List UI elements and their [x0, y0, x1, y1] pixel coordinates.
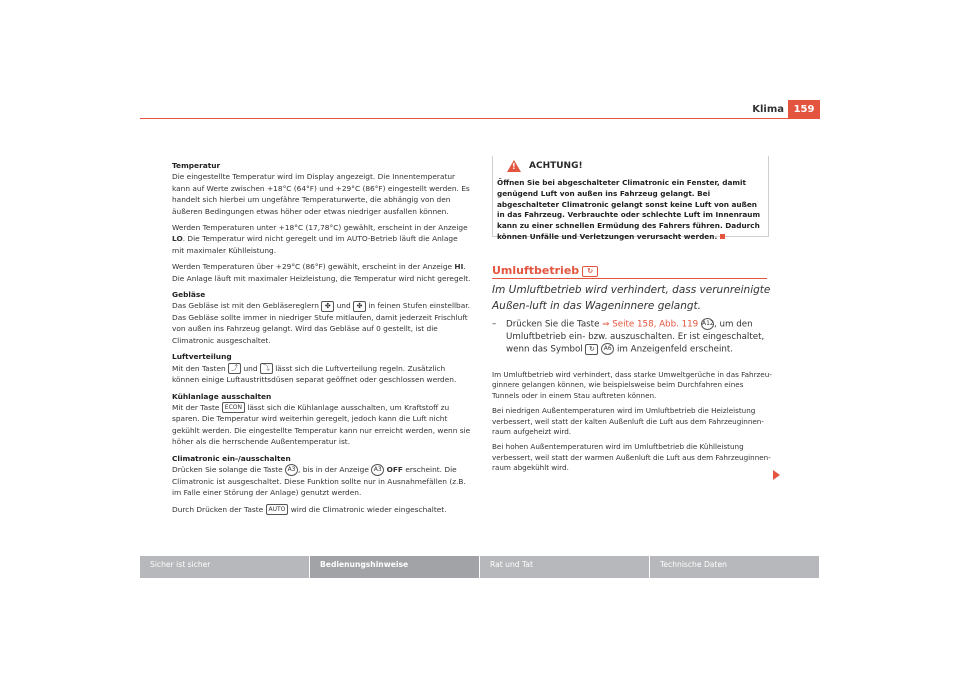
- paragraph: Mit den Tasten ⤴ und ⤵ lässt sich die Luftverteilung regeln. Zusätzlich können einige Luftaustrittsdüsen separat geöffnet oder geschlossen werden.: [172, 363, 457, 385]
- page-reference-link[interactable]: ⇒ Seite 158, Abb. 119: [602, 319, 699, 330]
- air-distribution-up-icon: ⤴: [228, 363, 241, 374]
- paragraph: Durch Drücken der Taste AUTO wird die Climatronic wieder eingeschaltet.: [172, 504, 447, 514]
- paragraph: Die eingestellte Temperatur wird im Display angezeigt. Die Innentemperatur kann auf Werte zwischen +18°C (64°F) und +29°C (86°F) eingestellt werden. Es handelt sich hierbei um ungefähre Temperaturwerte, die abhängig von den äußeren Bedingungen etwas höher oder etwas niedriger ausfallen können.: [172, 172, 470, 216]
- footer-nav: [140, 556, 820, 578]
- instruction-step: – Drücken Sie die Taste ⇒ Seite 158, Abb. 119 A12, um den Umluftbetrieb ein- bzw. auszuschalten. Er ist eingeschaltet, wenn das Symbol ↻ A6 im Anzeigenfeld erscheint.: [492, 319, 765, 355]
- footer-tab[interactable]: Rat und Tat: [480, 556, 649, 578]
- footer-tab[interactable]: Technische Daten: [650, 556, 819, 578]
- heading-luftverteilung: Luftverteilung: [172, 352, 232, 362]
- section-heading: Umluftbetrieb ↻: [492, 264, 767, 279]
- callout-badge: A12: [701, 318, 714, 330]
- heading-kuehlanlage: Kühlanlage ausschalten: [172, 391, 272, 401]
- page-title: Klima: [752, 104, 784, 115]
- warning-box: [492, 156, 769, 241]
- callout-badge: A3: [285, 464, 298, 476]
- footer-tab[interactable]: Sicher ist sicher: [140, 556, 309, 578]
- heading-geblaese: Gebläse: [172, 290, 206, 300]
- paragraph: Bei hohen Außentemperaturen wird im Umluftbetrieb die Kühlleistung verbessert, weil statt der warmen Außenluft die Luft aus dem Fahrzeuginnen-raum abgekühlt wird.: [492, 442, 771, 473]
- paragraph: Das Gebläse ist mit den Gebläsereglern ✤ und ✤ in feinen Stufen einstellbar. Das Gebläse sollte immer in niedriger Stufe mitlaufen, damit jederzeit Frischluft von außen ins Fahrzeug gelangt. Wird das Gebläse auf 0 gestellt, ist die Climatronic ausgeschaltet.: [172, 301, 470, 345]
- recirculation-symbol-icon: ↻: [585, 344, 598, 355]
- page-number: 159: [788, 100, 820, 119]
- fan-up-icon: ✤: [353, 301, 366, 312]
- footer-tab-active[interactable]: Bedienungshinweise: [310, 556, 479, 578]
- lead-text: Im Umluftbetrieb wird verhindert, dass verunreinigte Außen-luft in das Wageninnere gelangt.: [492, 284, 771, 312]
- paragraph: Drücken Sie solange die Taste A3 , bis in der Anzeige A3 OFF erscheint. Die Climatronic ist ausgeschaltet. Diese Funktion sollte nur in Ausnahmefällen (z.B. im Falle einer Störung der Anlage) genutzt werden.: [172, 465, 466, 498]
- paragraph: Werden Temperaturen unter +18°C (17,78°C) gewählt, erscheint in der Anzeige LO. Die Temperatur wird nicht geregelt und im AUTO-Betrieb läuft die Anlage mit maximaler Kühlleistung.: [172, 223, 468, 255]
- paragraph: Bei niedrigen Außentemperaturen wird im Umluftbetrieb die Heizleistung verbessert, weil statt der kalten Außenluft die Luft aus dem Fahrzeuginnen-raum aufgeheizt wird.: [492, 406, 764, 437]
- recirculation-icon: ↻: [582, 266, 598, 277]
- paragraph: Mit der Taste ECON lässt sich die Kühlanlage ausschalten, um Kraftstoff zu sparen. Die Temperatur wird weiterhin geregelt, jedoch kann die Luft nicht gekühlt werden. Die eingestellte Temperatur kann nur erreicht werden, wenn sie höher als die herrschende Außentemperatur ist.: [172, 402, 471, 447]
- continue-arrow-icon: [773, 470, 780, 480]
- warning-icon: !: [507, 160, 521, 172]
- air-distribution-down-icon: ⤵: [260, 363, 273, 374]
- heading-climatronic: Climatronic ein-/ausschalten: [172, 453, 291, 463]
- end-marker-icon: [720, 234, 725, 239]
- paragraph: Im Umluftbetrieb wird verhindert, dass starke Umweltgerüche in das Fahrzeu-ginnere gelangen können, wie beispielsweise beim Durchfahren eines Tunnels oder in einem Stau auftreten können.: [492, 370, 772, 400]
- left-column: [172, 160, 472, 520]
- warning-title: ACHTUNG!: [529, 160, 583, 171]
- right-column: [492, 370, 772, 479]
- fan-down-icon: ✤: [321, 301, 334, 312]
- paragraph: Werden Temperaturen über +29°C (86°F) gewählt, erscheint in der Anzeige HI. Die Anlage läuft mit maximaler Heizleistung, die Temperatur wird nicht geregelt.: [172, 262, 471, 283]
- auto-key: AUTO: [266, 504, 289, 515]
- warning-body: Öffnen Sie bei abgeschalteter Climatronic ein Fenster, damit genügend Luft von außen ins Fahrzeug gelangt. Bei abgeschalteter Climatronic gelangt sonst keine Luft von außen in das Fahrzeug. Verbrauchte oder schlechte Luft im Innenraum kann zu einer schnellen Ermüdung des Fahrers führen. Dadurch können Unfälle und Verletzungen verursacht werden.: [497, 178, 761, 241]
- econ-key: ECON: [222, 402, 245, 413]
- callout-badge: A3: [371, 464, 384, 476]
- heading-temperatur: Temperatur: [172, 161, 221, 170]
- callout-badge: A6: [601, 343, 614, 355]
- header-rule: [140, 118, 820, 119]
